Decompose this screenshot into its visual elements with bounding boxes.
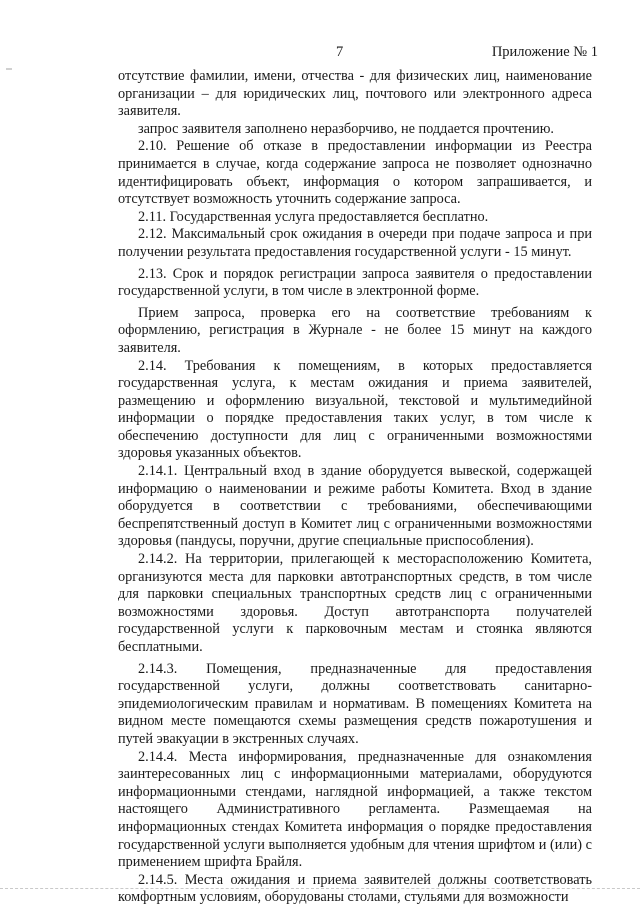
- paragraph-2-14-5: 2.14.5. Места ожидания и приема заявителей должны соответствовать комфортным условиям, оборудованы столами, стульями для возможности: [118, 871, 592, 906]
- paragraph-illegible-request: запрос заявителя заполнено неразборчиво, не поддается прочтению.: [138, 120, 554, 137]
- paragraph-2-12: 2.12. Максимальный срок ожидания в очереди при подаче запроса и при получении результата предоставления государственной услуги - 15 минут.: [118, 226, 592, 260]
- paragraph-2-14-3: 2.14.3. Помещения, предназначенные для предоставления государственной услуги, должны соответствовать санитарно-эпидемиологическим правилам и нормативам. В помещениях Комитета на видном месте помещаются схемы размещения средств пожаротушения и путей эвакуации в экстренных случаях.: [118, 660, 592, 747]
- paragraph-2-14-2: 2.14.2. На территории, прилегающей к месторасположению Комитета, организуются места для парковки автотранспортных средств, в том числе для парковки специальных транспортных средств лиц с ограниченными возможностями здоровья. Доступ автотранспорта получателей государственной услуги к парковочным местам и стоянка являются бесплатными.: [118, 551, 592, 655]
- page-bottom-rule: [0, 888, 640, 889]
- document-body: [118, 68, 592, 907]
- appendix-label: Приложение № 1: [491, 44, 598, 60]
- paragraph-2-14-4: 2.14.4. Места информирования, предназначенные для ознакомления заинтересованных лиц с информационными материалами, оборудуются информационными стендами, наглядной информацией, а также текстом настоящего Административного регламента. Размещаемая на информационных стендах Комитета информация о порядке предоставления государственной услуги выполняется удобным для чтения шрифтом и (или) с применением шрифта Брайля.: [118, 748, 592, 871]
- paragraph-registration: Прием запроса, проверка его на соответствие требованиям к оформлению, регистрация в Журнале - не более 15 минут на каждого заявителя.: [118, 304, 592, 356]
- paragraph-missing-name: отсутствие фамилии, имени, отчества - для физических лиц, наименование организации – для юридических лиц, почтового или электронного адреса заявителя.: [118, 68, 592, 120]
- page-number: 7: [336, 44, 344, 60]
- paragraph-2-11: 2.11. Государственная услуга предоставляется бесплатно.: [138, 208, 489, 225]
- paragraph-2-13: 2.13. Срок и порядок регистрации запроса заявителя о предоставлении государственной услуги, в том числе в электронной форме.: [118, 265, 592, 300]
- paragraph-2-14: 2.14. Требования к помещениям, в которых предоставляется государственная услуга, к местам ожидания и приема заявителей, размещению и оформлению визуальной, текстовой и мультимедийной информации о порядке предоставления таких услуг, в том числе к обеспечению доступности для лиц с ограниченными возможностями здоровья указанных объектов.: [118, 357, 592, 462]
- scan-mark: [6, 68, 12, 70]
- paragraph-2-14-1: 2.14.1. Центральный вход в здание оборудуется вывеской, содержащей информацию о наименовании и режиме работы Комитета. Вход в здание оборудуется в соответствии с требованиями, обеспечивающими беспрепятственный доступ в Комитет лиц с ограниченными возможностями здоровья (пандусы, поручни, другие специальные приспособления).: [118, 463, 592, 550]
- paragraph-2-10: 2.10. Решение об отказе в предоставлении информации из Реестра принимается в случае, когда содержание запроса не позволяет однозначно идентифицировать объект, информация о котором запрашивается, и отсутствует возможность уточнить содержание запроса.: [118, 138, 592, 208]
